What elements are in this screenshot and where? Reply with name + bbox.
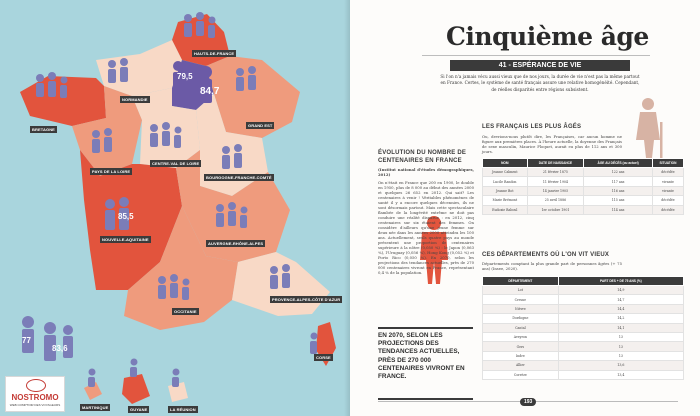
figure-group-corse: [310, 333, 318, 355]
quote-rule-bottom: [378, 398, 473, 400]
oldest-table-row: [483, 177, 684, 186]
departments-table-header-cell: PART DES + DE 75 ANS (%): [558, 277, 683, 286]
globe-icon: [26, 379, 46, 392]
elderly-person-icon: [630, 96, 670, 160]
oldest-table-row: [483, 196, 684, 205]
oldest-table-cell: décédée: [652, 205, 683, 214]
evolution-source: (Institut national d'études démographiques, 2012): [378, 167, 474, 177]
oldest-table-header-cell: DATE DE NAISSANCE: [527, 159, 584, 168]
oldest-table-row: [483, 168, 684, 177]
oldest-table-cell: 21 février 1875: [527, 168, 584, 177]
oldest-table-cell: décédée: [652, 168, 683, 177]
departments-table-header: [483, 277, 684, 286]
departments-table-row: [483, 323, 684, 332]
value-idf-2: 84,7: [200, 86, 220, 97]
departments-table-cell: 13,4: [558, 370, 683, 379]
label-bfc: BOURGOGNE-FRANCHE-COMTÉ: [206, 175, 272, 180]
oldest-table-cell: 14 janvier 1905: [527, 186, 584, 195]
figure-group-hauts: [184, 12, 216, 38]
label-grand-est: GRAND EST: [248, 123, 273, 128]
oldest-table-cell: Eudoxie Baboul: [483, 205, 528, 214]
section-subtitle: 41 - ESPÉRANCE DE VIE: [450, 60, 630, 71]
oldest-text: Ou, devrions-nous plutôt dire, les Françaises, car aucun homme ne figure aux premières places. À l'heure actuelle, la doyenne des Français de sexe masculin, Maurice Floquet, aurait eu plus de 112 ans et 300 jours.: [482, 134, 622, 154]
label-normandie: NORMANDIE: [122, 97, 148, 102]
departments-title: CES DÉPARTEMENTS OÙ L'ON VIT VIEUX: [482, 252, 610, 258]
pull-quote: EN 2070, SELON LES PROJECTIONS DES TENDANCES ACTUELLES, PRÈS DE 270 000 CENTENAIRES VIVRONT EN FRANCE.: [378, 332, 465, 381]
departments-table: [482, 276, 684, 380]
departments-table-cell: Indre: [483, 351, 559, 360]
departments-table-cell: 13,6: [558, 361, 683, 370]
figure-group-bretagne: [36, 72, 68, 98]
departments-table-header-cell: DÉPARTEMENT: [483, 277, 559, 286]
departments-table-row: [483, 370, 684, 379]
label-hauts-de-france: HAUTS-DE-FRANCE: [194, 51, 235, 56]
label-nouvelle-aquitaine: NOUVELLE-AQUITAINE: [102, 237, 149, 242]
oldest-table-cell: 117 ans: [584, 177, 653, 186]
label-centre-val-de-loire: CENTRE-VAL DE LOIRE: [152, 161, 200, 166]
oldest-table-header-cell: SITUATION: [652, 159, 683, 168]
nostromo-logo: [5, 376, 65, 412]
title-divider: [422, 55, 650, 56]
intro-text: Si l'on n'a jamais vécu aussi vieux que de nos jours, la durée de vie n'est pas la même partout en France. Certes, le système de santé français assure une relative homogénéité. Cependant, de réelles disparités entre régions subsistent.: [440, 74, 640, 92]
value-na: 85,5: [118, 212, 134, 221]
oldest-table-cell: Jeanne Calment: [483, 168, 528, 177]
departments-table-cell: Aveyron: [483, 332, 559, 341]
label-corse: CORSE: [316, 355, 331, 360]
oldest-table-cell: 116 ans: [584, 186, 653, 195]
region-paca[interactable]: [232, 252, 330, 316]
departments-table-row: [483, 286, 684, 295]
oldest-table-cell: Marie Brémont: [483, 196, 528, 205]
label-la-reunion: LA RÉUNION: [170, 407, 196, 412]
departments-table-cell: 14,7: [558, 295, 683, 304]
departments-table-cell: 13: [558, 342, 683, 351]
oldest-title: LES FRANÇAIS LES PLUS ÂGÉS: [482, 124, 582, 130]
region-guyane[interactable]: [122, 374, 150, 404]
departments-text: Départements comptant la plus grande part de personnes âgées (+ 75 ans) (Insee, 2020).: [482, 261, 622, 271]
oldest-table: [482, 158, 684, 215]
label-bretagne: BRETAGNE: [32, 127, 55, 132]
oldest-table-cell: vivante: [652, 177, 683, 186]
logo-tagline: WEB COMPTOIR DES VOYAGEURS: [9, 403, 61, 407]
departments-table-row: [483, 361, 684, 370]
oldest-table-header-cell: ÂGE AU DÉCÈS (ou actuel): [584, 159, 653, 168]
departments-table-row: [483, 342, 684, 351]
departments-table-cell: Corrèze: [483, 370, 559, 379]
oldest-table-cell: 11 février 1904: [527, 177, 584, 186]
label-martinique: MARTINIQUE: [82, 405, 109, 410]
oldest-table-cell: 114 ans: [584, 205, 653, 214]
logo-name: NOSTROMO: [11, 393, 59, 402]
oldest-table-cell: 25 avril 1886: [527, 196, 584, 205]
label-ara: AUVERGNE-RHÔNE-ALPES: [208, 241, 264, 246]
departments-table-cell: Allier: [483, 361, 559, 370]
departments-table-cell: 14,9: [558, 286, 683, 295]
oldest-table-cell: Lucile Randon: [483, 177, 528, 186]
page-number: 193: [520, 398, 536, 406]
departments-table-cell: 14,2: [558, 314, 683, 323]
label-pays-de-la-loire: PAYS DE LA LOIRE: [92, 169, 131, 174]
label-occitanie: OCCITANIE: [174, 309, 197, 314]
departments-table-cell: Dordogne: [483, 314, 559, 323]
label-paca: PROVENCE-ALPES-CÔTE D'AZUR: [272, 297, 341, 302]
departments-table-cell: 14,1: [558, 323, 683, 332]
oldest-table-cell: vivante: [652, 186, 683, 195]
departments-table-cell: Nièvre: [483, 304, 559, 313]
value-idf-1: 79,5: [177, 72, 193, 81]
evolution-title: ÉVOLUTION DU NOMBRE DE CENTENAIRES EN FRANCE: [378, 150, 467, 164]
region-bretagne[interactable]: [20, 76, 106, 126]
departments-table-row: [483, 295, 684, 304]
quote-rule-top: [378, 327, 473, 329]
page-title: Cinquième âge: [446, 22, 649, 51]
oldest-table-cell: 122 ans: [584, 168, 653, 177]
oldest-table-cell: 1er octobre 1901: [527, 205, 584, 214]
evolution-text: On n'était en France que 200 en 1900, le double en 1950, plus de 8 000 au début des années 2000 et quelques 26 652 en 2012. Qui sait? Les centenaires à venir ! Véritables phénomènes de santé il y a encore quelques décennies, ils ne sont désormais partout. Mais cette spectaculaire flambée de la longévité extrême ne doit pas conduire une réalité disparue : en 2012, cinq centenaires sur six étaient des femmes. On considère d'ailleurs qu'une jeune femme sur deux née dans les années 2000 atteindra les 100 ans. Actuellement, seuls quatre pays au monde présentent une proportion de centenaires supérieure à la nôtre (0,050 %) : le Japon (0,063 %), l'Uruguay (0,056 %), Hong Kong (0,052 %) et Porto Rico (0,050 %). En 2070, selon les projections des tendances actuelles, près de 270 000 centenaires vivront en France, représentant 0,4 % de la population.: [378, 180, 474, 275]
oldest-table-cell: décédée: [652, 196, 683, 205]
oldest-table-cell: Jeanne Bot: [483, 186, 528, 195]
departments-table-row: [483, 351, 684, 360]
oldest-table-row: [483, 205, 684, 214]
departments-table-cell: Cantal: [483, 323, 559, 332]
oldest-table-body: [483, 168, 684, 215]
oldest-table-cell: 115 ans: [584, 196, 653, 205]
departments-table-cell: Gers: [483, 342, 559, 351]
oldest-table-row: [483, 186, 684, 195]
departments-table-row: [483, 332, 684, 341]
legend-value-2: 83,6: [52, 344, 68, 353]
text-page: [350, 0, 700, 416]
oldest-table-header-cell: NOM: [483, 159, 528, 168]
departments-table-cell: Lot: [483, 286, 559, 295]
departments-table-body: [483, 286, 684, 380]
departments-table-row: [483, 304, 684, 313]
departments-table-row: [483, 314, 684, 323]
departments-table-cell: Creuse: [483, 295, 559, 304]
departments-table-cell: 13: [558, 332, 683, 341]
label-guyane: GUYANE: [130, 407, 148, 412]
departments-table-cell: 13: [558, 351, 683, 360]
departments-table-cell: 14,4: [558, 304, 683, 313]
region-normandie[interactable]: [96, 40, 182, 96]
legend-value-1: 77: [22, 336, 31, 345]
oldest-table-header: [483, 159, 684, 168]
